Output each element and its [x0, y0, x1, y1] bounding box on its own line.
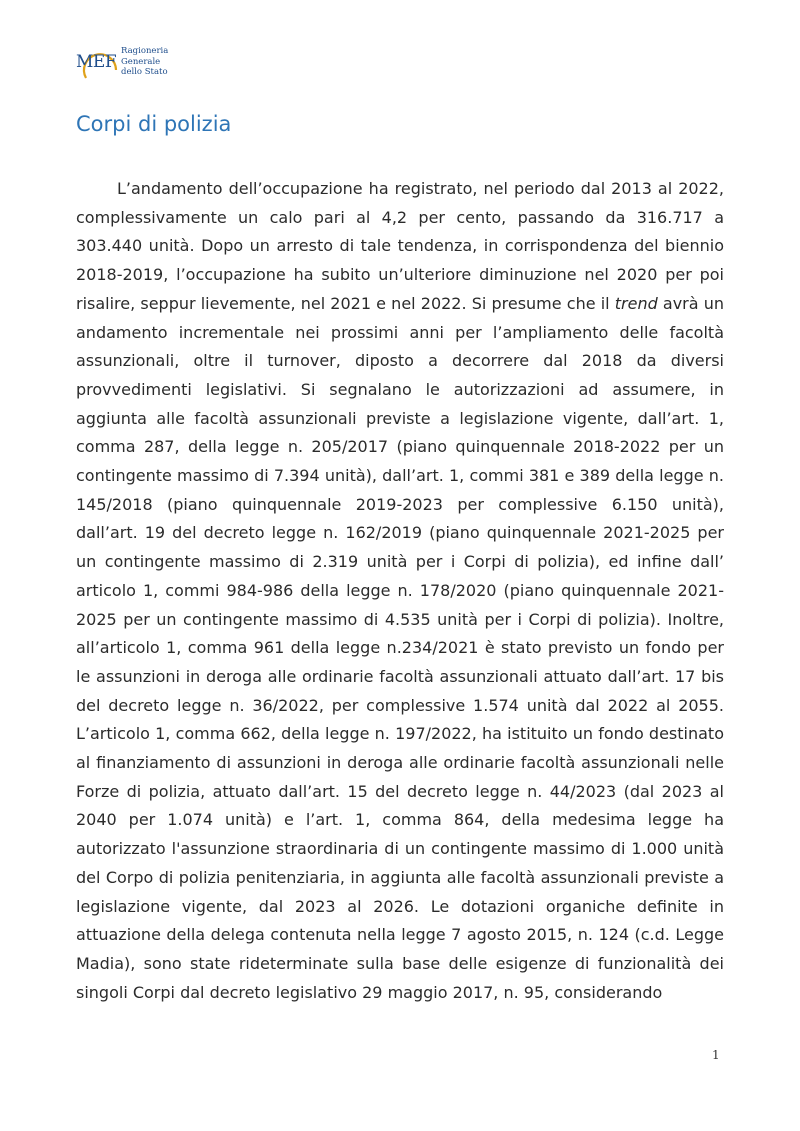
logo-institution-name — [121, 46, 168, 78]
body-paragraph — [76, 175, 724, 1007]
paragraph-part-1: L’andamento dell’occupazione ha registrato, nel periodo dal 2013 al 2022, complessivamente un calo pari al 4,2 per cento, passando da 316.717 a 303.440 unità. Dopo un arresto di tale tendenza, in corrispondenza del biennio 2018-2019, l’occupazione ha subito un’ulteriore diminuzione nel 2020 per poi risalire, seppur lievemente, nel 2021 e nel 2022. Si presume che il — [76, 179, 724, 313]
paragraph-part-2: avrà un andamento incrementale nei prossimi anni per l’ampliamento delle facoltà assunzionali, oltre il turnover, diposto a decorrere dal 2018 da diversi provvedimenti legislativi. Si segnalano le autorizzazioni ad assumere, in aggiunta alle facoltà assunzionali previste a legislazione vigente, dall’art. 1, comma 287, della legge n. 205/2017 (piano quinquennale 2018-2022 per un contingente massimo di 7.394 unità), dall’art. 1, commi 381 e 389 della legge n. 145/2018 (piano quinquennale 2019-2023 per complessive 6.150 unità), dall’art. 19 del decreto legge n. 162/2019 (piano quinquennale 2021-2025 per un contingente massimo di 2.319 unità per i Corpi di polizia), ed infine dall’ articolo 1, commi 984-986 della legge n. 178/2020 (piano quinquennale 2021-2025 per un contingente massimo di 4.535 unità per i Corpi di polizia). Inoltre, all’articolo 1, comma 961 della legge n.234/2021 è stato previsto un fondo per le assunzioni in deroga alle ordinarie facoltà assunzionali attuato dall’art. 17 bis del decreto legge n. 36/2022, per complessive 1.574 unità dal 2022 al 2055. L’articolo 1, comma 662, della legge n. 197/2022, ha istituito un fondo destinato al finanziamento di assunzioni in deroga alle ordinarie facoltà assunzionali nelle Forze di polizia, attuato dall’art. 15 del decreto legge n. 44/2023 (dal 2023 al 2040 per 1.074 unità) e l’art. 1, comma 864, della medesima legge ha autorizzato l'assunzione straordinaria di un contingente massimo di 1.000 unità del Corpo di polizia penitenziaria, in aggiunta alle facoltà assunzionali previste a legislazione vigente, dal 2023 al 2026. Le dotazioni organiche definite in attuazione della delega contenuta nella legge 7 agosto 2015, n. 124 (c.d. Legge Madia), sono state rideterminate sulla base delle esigenze di funzionalità dei singoli Corpi dal decreto legislativo 29 maggio 2017, n. 95, considerando — [76, 293, 724, 1002]
logo-line-2: Generale — [121, 56, 161, 67]
logo-line-1: Ragioneria — [121, 46, 169, 56]
mef-logo — [76, 44, 186, 84]
logo-line-3: dello Stato — [121, 67, 168, 77]
section-title: Corpi di polizia — [76, 112, 232, 136]
page-number: 1 — [712, 1048, 720, 1062]
logo-mef-text: MEF — [76, 52, 117, 72]
paragraph-italic-trend: trend — [614, 293, 658, 313]
